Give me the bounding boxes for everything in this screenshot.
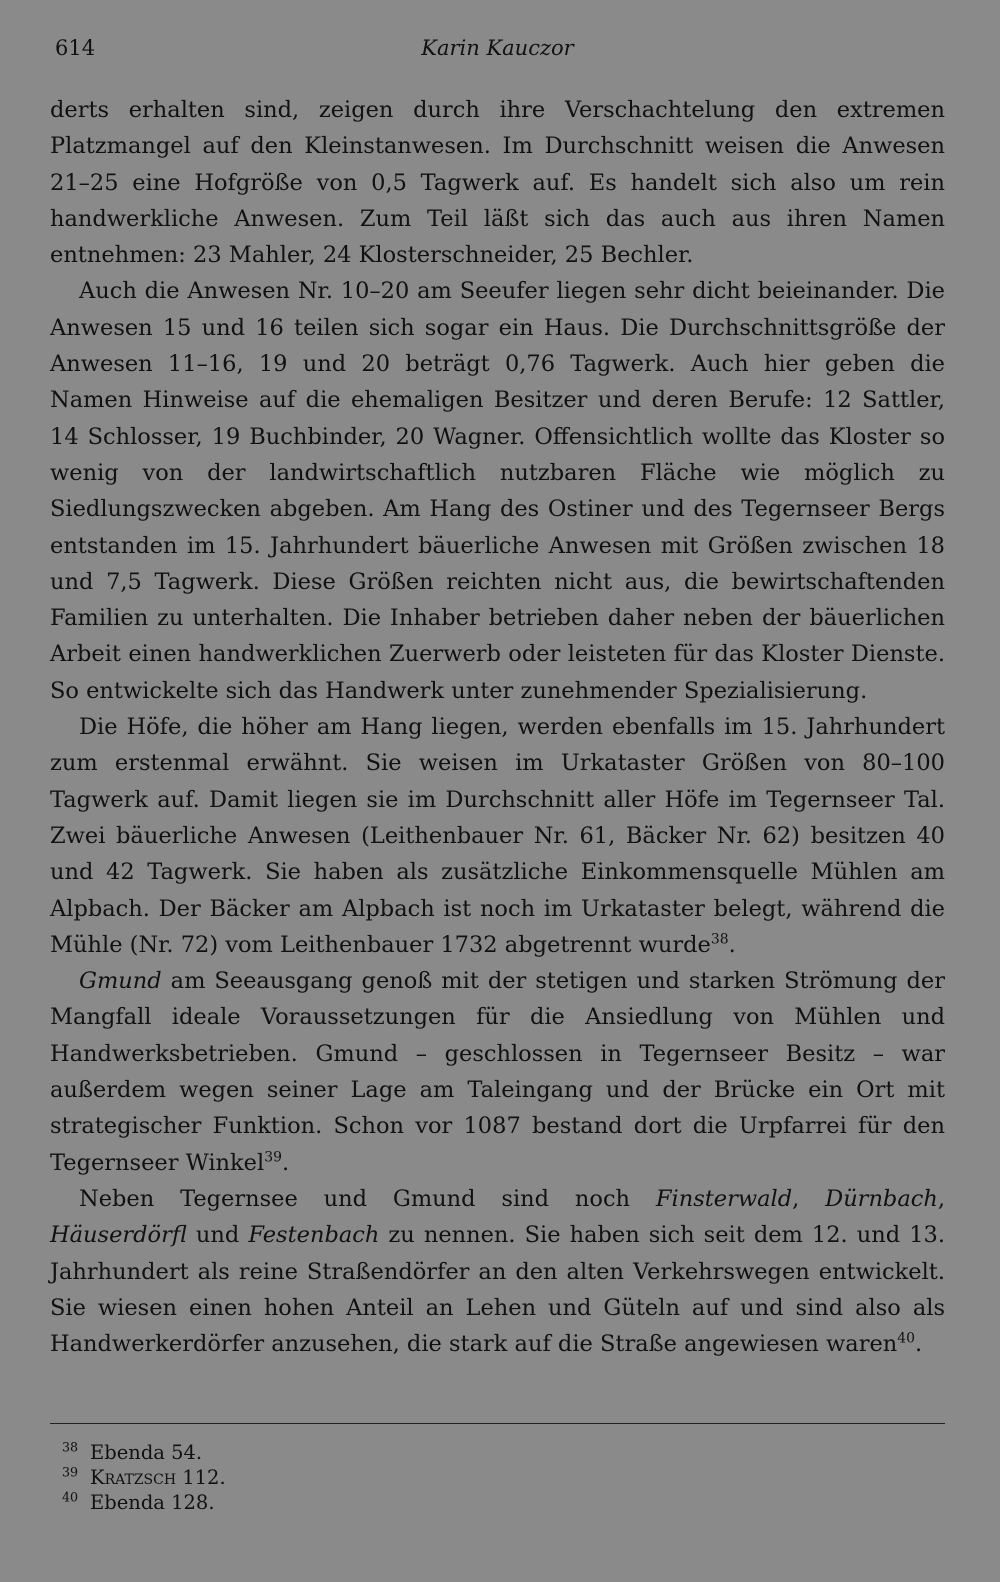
paragraph-text: Neben Tegernsee und Gmund sind noch <box>79 1185 656 1212</box>
footnote-reference[interactable]: 38 <box>710 931 729 948</box>
paragraph <box>50 963 945 1181</box>
paragraph <box>50 1181 945 1362</box>
paragraph-text: derts erhalten sind, zeigen durch ihre Verschachtelung den extremen Platzmangel auf den Kleinstanwesen. Im Durchschnitt weisen die Anwesen 21–25 eine Hofgröße von 0,5 Tagwerk auf. Es handelt sich also um rein handwerkliche Anwesen. Zum Teil läßt sich das auch aus ihren Namen entnehmen: 23 Mahler, 24 Klosterschneider, 25 Bechler. <box>50 97 945 269</box>
footnote-number-sup: 40 <box>62 1489 79 1505</box>
place-name: Häuserdörfl <box>50 1222 187 1249</box>
paragraph-text: zu nennen. Sie haben sich seit dem 12. und 13. Jahrhundert als reine Straßendörfer an den alten Verkehrswegen entwickelt. Sie wiesen einen hohen Anteil an Lehen und Güteln auf und sind also als Handwerkerdörfer anzusehen, die stark auf die Straße angewiesen waren <box>50 1222 945 1358</box>
punctuation: . <box>728 931 736 958</box>
place-name: Dürnbach <box>825 1185 938 1212</box>
page-number: 614 <box>55 36 96 60</box>
footnote <box>50 1490 945 1515</box>
footnote <box>50 1465 945 1490</box>
footnote-number-sup: 39 <box>62 1464 79 1480</box>
page-header <box>50 32 945 62</box>
punctuation: . <box>915 1331 923 1358</box>
place-name: Festenbach <box>248 1222 380 1249</box>
footnote-text: Kratzsch 112. <box>90 1466 226 1489</box>
place-name: Finsterwald <box>655 1185 793 1212</box>
main-text <box>50 92 945 1362</box>
footnote-number <box>62 1490 90 1515</box>
footnote <box>50 1440 945 1465</box>
separator: und <box>186 1222 249 1249</box>
footnote-number-sup: 38 <box>62 1439 79 1455</box>
footnote-number <box>62 1440 90 1465</box>
paragraph <box>50 92 945 273</box>
paragraph-text: Auch die Anwesen Nr. 10–20 am Seeufer liegen sehr dicht beieinander. Die Anwesen 15 und 16 teilen sich sogar ein Haus. Die Durchschnittsgröße der Anwesen 11–16, 19 und 20 beträgt 0,76 Tagwerk. Auch hier geben die Namen Hinweise auf die ehemaligen Besitzer und deren Berufe: 12 Sattler, 14 Schlosser, 19 Buchbinder, 20 Wagner. Offensichtlich wollte das Kloster so wenig von der landwirtschaftlich nutzbaren Fläche wie möglich zu Siedlungszwecken abgeben. Am Hang des Ostiner und des Tegernseer Bergs entstanden im 15. Jahrhundert bäuerliche Anwesen mit Größen zwischen 18 und 7,5 Tagwerk. Diese Größen reichten nicht aus, die bewirtschaftenden Familien zu unterhalten. Die Inhaber betrieben daher neben der bäuerlichen Arbeit einen handwerklichen Zuerwerb oder leisteten für das Kloster Dienste. So entwickelte sich das Handwerk unter zunehmender Spezialisierung. <box>50 278 945 704</box>
footnote-divider <box>50 1423 945 1424</box>
footnote-reference[interactable]: 39 <box>264 1149 282 1166</box>
punctuation: . <box>281 1149 290 1176</box>
separator: , <box>792 1185 826 1212</box>
paragraph <box>50 273 945 709</box>
footnote-text: Ebenda 128. <box>90 1491 215 1514</box>
place-name: Gmund <box>79 968 162 995</box>
footnotes <box>50 1440 945 1515</box>
separator: , <box>937 1185 945 1212</box>
paragraph-text: Die Höfe, die höher am Hang liegen, werden ebenfalls im 15. Jahrhundert zum erstenmal erwähnt. Sie weisen im Urkataster Größen von 80–100 Tagwerk auf. Damit liegen sie im Durchschnitt aller Höfe im Tegernseer Tal. Zwei bäuerliche Anwesen (Leithenbauer Nr. 61, Bäcker Nr. 62) besitzen 40 und 42 Tagwerk. Sie haben als zusätzliche Einkommensquelle Mühlen am Alpbach. Der Bäcker am Alpbach ist noch im Urkataster belegt, während die Mühle (Nr. 72) vom Leithenbauer 1732 abgetrennt wurde <box>50 714 945 958</box>
paragraph <box>50 709 945 963</box>
paragraph-text: am Seeausgang genoß mit der stetigen und starken Strömung der Mangfall ideale Voraussetzungen für die Ansiedlung von Mühlen und Handwerksbetrieben. Gmund – geschlossen in Tegernseer Besitz – war außerdem wegen seiner Lage am Taleingang und der Brücke ein Ort mit strategischer Funktion. Schon vor 1087 bestand dort die Urpfarrei für den Tegernseer Winkel <box>50 968 945 1176</box>
footnote-reference[interactable]: 40 <box>897 1330 916 1347</box>
running-head-author: Karin Kauczor <box>421 36 574 60</box>
footnote-text: Ebenda 54. <box>90 1441 203 1464</box>
footnote-number <box>62 1465 90 1490</box>
